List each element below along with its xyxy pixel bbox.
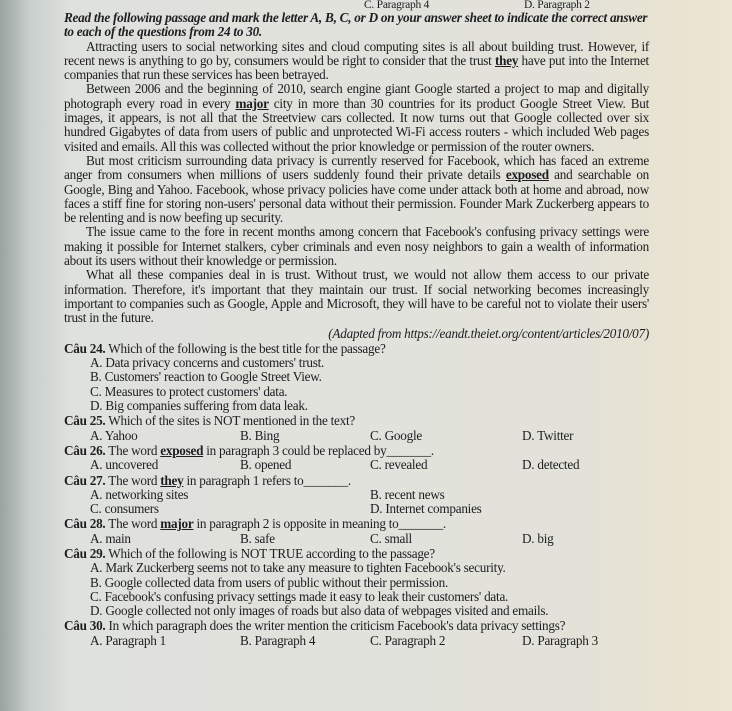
previous-options (64, 0, 649, 12)
answer-option: A. Yahoo (90, 427, 138, 443)
question (64, 547, 649, 618)
question-number: Câu 29. (64, 545, 106, 561)
paragraph-text: But most criticism surrounding data privacy is currently reserved for Facebook, which has faced an extreme anger from consumers when millions of users suddenly found their private details (64, 152, 649, 183)
paragraph (64, 154, 649, 225)
paragraph-text: Attracting users to social networking sites and cloud computing sites is all about building trust. However, if recent news is anything to go by, consumers would be right to consider that the trust (64, 38, 649, 68)
answer-option: C. Paragraph 2 (370, 632, 446, 648)
passage (64, 40, 649, 326)
answer-option: A. Mark Zuckerberg seems not to take any measure to tighten Facebook's security. (90, 560, 506, 576)
answer-options (64, 502, 649, 516)
instruction: Read the following passage and mark the letter A, B, C, or D on your answer sheet to indicate the correct answer to each of the questions from 24 to 30. (64, 10, 648, 40)
question (64, 619, 649, 648)
paragraph-text: city in more than 30 countries for its product Google Street View. But images, it appears, is not all that the Streetview cars collected. It now turns out that Google collected over six hundred Gigabytes of data from users of public and unprotected Wi-Fi access routers - which included Web pages visited and emails. All this was collected without the prior knowledge or permission of the router owners. (64, 95, 649, 154)
question-stem (64, 474, 649, 488)
underlined-word: exposed (160, 442, 204, 458)
question-text: In which paragraph does the writer mention the criticism Facebook's data privacy settings? (108, 618, 566, 634)
prev-option-c: C. Paragraph 4 (364, 0, 430, 11)
answer-option: D. big (522, 530, 554, 546)
paragraph-text: and searchable on Google, Bing and Yahoo. Facebook, whose privacy policies have come under attack both at home and abroad, now faces a stiff fine for storing non-users' personal data without their permission. Founder Mark Zuckerberg appears to be relenting and is now beefing up security. (64, 167, 650, 226)
question-text: in paragraph 1 refers to_______. (183, 472, 351, 488)
answer-option: B. Google collected data from users of public without their permission. (90, 574, 449, 590)
answer-options (64, 458, 649, 472)
question-number: Câu 26. (64, 442, 106, 458)
prev-option-d: D. Paragraph 2 (524, 0, 590, 11)
exam-page (64, 0, 649, 648)
question-text: Which of the following is the best title for the passage? (108, 340, 386, 356)
question-text: Which of the following is NOT TRUE according to the passage? (108, 545, 435, 561)
question-text: in paragraph 3 could be replaced by_______. (203, 442, 434, 458)
answer-option: D. Google collected not only images of roads but also data of webpages visited and emails. (90, 603, 549, 619)
answer-option: A. networking sites (90, 486, 189, 502)
answer-option: B. Paragraph 4 (240, 632, 316, 648)
answer-option: C. Measures to protect customers' data. (90, 383, 288, 399)
answer-option: B. safe (240, 530, 275, 546)
answer-option: A. Paragraph 1 (90, 632, 166, 648)
question-text: Which of the sites is NOT mentioned in the text? (108, 413, 355, 429)
answer-option: B. opened (240, 457, 292, 473)
question-stem (64, 547, 649, 561)
paragraph (64, 268, 649, 325)
question-stem (64, 517, 649, 531)
answer-option: A. uncovered (90, 457, 159, 473)
question (64, 474, 649, 517)
question-stem (64, 444, 649, 458)
answer-option: A. Data privacy concerns and customers' trust. (90, 355, 325, 371)
question-stem (64, 414, 649, 428)
answer-option: B. recent news (370, 486, 445, 502)
question-number: Câu 27. (64, 472, 106, 488)
paragraph (64, 82, 649, 153)
underlined-word: major (160, 516, 194, 532)
answer-option: D. Paragraph 3 (522, 632, 598, 648)
answer-option: B. Bing (240, 427, 280, 443)
answer-option: A. main (90, 530, 131, 546)
question-number: Câu 24. (64, 340, 106, 356)
question-text: The word (108, 516, 161, 532)
answer-option: B. Customers' reaction to Google Street View. (90, 369, 322, 385)
question (64, 444, 649, 473)
underlined-word: exposed (505, 167, 549, 183)
question-number: Câu 28. (64, 516, 106, 532)
paragraph-text: Between 2006 and the beginning of 2010, search engine giant Google started a project to map and digitally photograph every road in every (64, 81, 649, 111)
answer-options (64, 634, 649, 648)
answer-option: C. Google (370, 427, 422, 443)
answer-option: C. revealed (370, 457, 428, 473)
question (64, 517, 649, 546)
answer-option: D. Internet companies (370, 501, 482, 517)
answer-option: D. Twitter (522, 427, 574, 443)
paragraph (64, 225, 649, 268)
question (64, 414, 649, 443)
underlined-word: they (494, 52, 519, 68)
answer-option: D. Big companies suffering from data leak. (90, 398, 308, 414)
questions (64, 342, 649, 648)
paragraph-text: The issue came to the fore in recent months among concern that Facebook's confusing privacy settings were making it possible for Internet stalkers, cyber criminals and even nosy neighbors to gain a wealth of information about its users without their knowledge or permission. (64, 224, 649, 269)
answer-options (64, 429, 649, 443)
underlined-word: major (235, 95, 269, 111)
answer-option: C. small (370, 530, 412, 546)
question-text: The word (108, 442, 161, 458)
paragraph (64, 40, 649, 83)
answer-options (64, 488, 649, 502)
answer-option: C. Facebook's confusing privacy settings made it easy to leak their customers' data. (90, 588, 509, 604)
question-text: The word (108, 472, 161, 488)
answer-options (64, 532, 649, 546)
source-citation: (Adapted from https://eandt.theiet.org/content/articles/2010/07) (328, 325, 649, 341)
paragraph-text: have put into the Internet companies that run these services has been betrayed. (64, 52, 649, 83)
underlined-word: they (160, 472, 184, 488)
question-number: Câu 30. (64, 618, 106, 634)
paragraph-text: What all these companies deal in is trust. Without trust, we would not allow them access to our private information. Therefore, it's important that they maintain our trust. If social networking becomes increasingly important to companies such as Google, Apple and Microsoft, they will have to be careful not to violate their users' trust in the future. (64, 267, 649, 326)
answer-option: C. consumers (90, 501, 159, 517)
question-stem (64, 619, 649, 633)
question-stem (64, 342, 649, 356)
question-text: in paragraph 2 is opposite in meaning to_______. (193, 516, 446, 532)
question-number: Câu 25. (64, 413, 106, 429)
question (64, 342, 649, 413)
answer-option: D. detected (522, 457, 580, 473)
